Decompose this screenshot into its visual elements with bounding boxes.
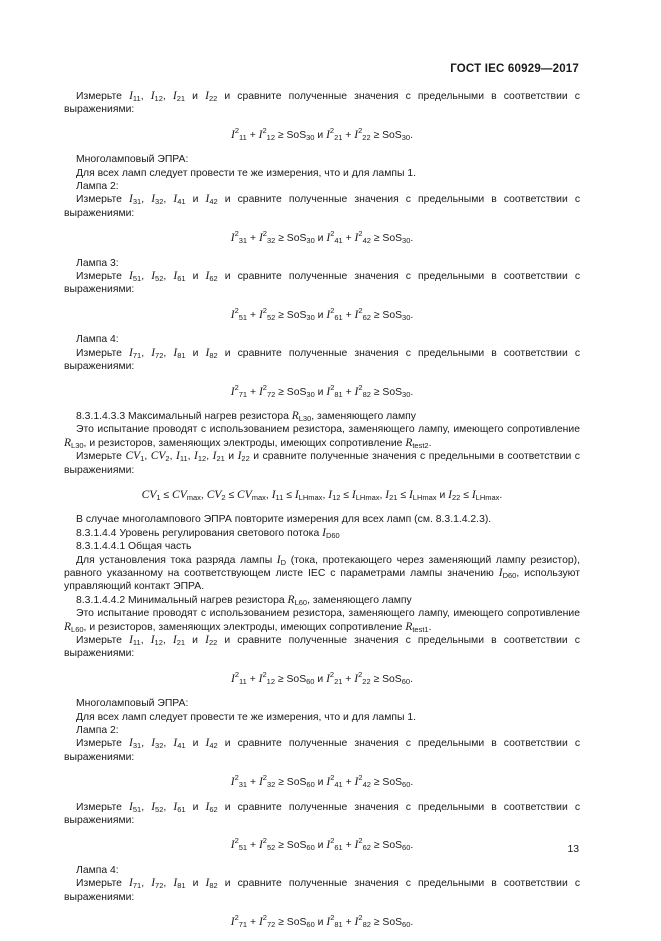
paragraph: Лампа 2:: [76, 181, 119, 193]
paragraph: 8.3.1.4.3.3 Максимальный нагрев резистора $R_{L30}$, заменяющего лампу: [76, 409, 416, 423]
paragraph: Для установления тока разряда лампы $I_D$ (тока, протекающего через заменяющий лампу резистор), равного указанному на соответствующем листе IEC с параметрами лампы значению $I_{D60}$, используют управляющий контакт ЭПРА.: [64, 553, 580, 593]
formula: $I^2_{11} + I^2_{12} \ge SoS_{60}$ и $I^2_{21} + I^2_{22} \ge SoS_{60}$.: [231, 669, 413, 686]
paragraph: Измерьте $I_{51}$, $I_{52}$, $I_{61}$ и $I_{62}$ и сравните полученные значения с предельными в соответствии с выражениями:: [64, 800, 581, 827]
formula: $I^2_{31} + I^2_{32} \ge SoS_{30}$ и $I^2_{41} + I^2_{42} \ge SoS_{30}$.: [230, 229, 414, 246]
paragraph: Для всех ламп следует провести те же измерения, что и для лампы 1.: [76, 167, 416, 179]
paragraph: Многоламповый ЭПРА:: [76, 698, 189, 710]
paragraph: Измерьте $I_{31}$, $I_{32}$, $I_{41}$ и $I_{42}$ и сравните полученные значения с предельными в соответствии с выражениями:: [64, 193, 581, 219]
paragraph: Измерьте $I_{71}$, $I_{72}$, $I_{81}$ и $I_{82}$ и сравните полученные значения с предельными в соответствии с выражениями:: [64, 877, 581, 903]
paragraph: 8.3.1.4.4 Уровень регулирования светового потока $I_{D60}$: [76, 526, 340, 540]
formula: $I^2_{51} + I^2_{52} \ge SoS_{30}$ и $I^2_{61} + I^2_{62} \ge SoS_{30}$.: [230, 305, 414, 322]
formula: $I^2_{51} + I^2_{52} \ge SoS_{60}$ и $I^2_{61} + I^2_{62} \ge SoS_{60}$.: [230, 836, 414, 853]
paragraph: Измерьте $I_{31}$, $I_{32}$, $I_{41}$ и $I_{42}$ и сравните полученные значения с предельными в соответствии с выражениями:: [64, 737, 581, 763]
page-body: [64, 90, 580, 941]
paragraph: Измерьте $I_{51}$, $I_{52}$, $I_{61}$ и $I_{62}$ и сравните полученные значения с предельными в соответствии с выражениями:: [64, 270, 581, 296]
paragraph: Лампа 4:: [76, 334, 119, 346]
document-header: ГОСТ IEC 60929—2017: [450, 63, 579, 75]
formula: $I^2_{71} + I^2_{72} \ge SoS_{30}$ и $I^2_{81} + I^2_{82} \ge SoS_{30}$.: [230, 382, 414, 399]
paragraph: Лампа 4:: [76, 864, 119, 876]
paragraph: Лампа 3:: [76, 257, 119, 269]
formula: $I^2_{71} + I^2_{72} \ge SoS_{60}$ и $I^2_{81} + I^2_{82} \ge SoS_{60}$.: [230, 913, 414, 930]
paragraph: Многоламповый ЭПРА:: [76, 154, 189, 166]
paragraph: Измерьте $I_{11}$, $I_{12}$, $I_{21}$ и $I_{22}$ и сравните полученные значения с предельными в соответствии с выражениями:: [64, 634, 580, 660]
paragraph: Измерьте $CV_1$, $CV_2$, $I_{11}$, $I_{12}$, $I_{21}$ и $I_{22}$ и сравните полученные значения с предельными в соответствии с выражениями:: [64, 450, 580, 476]
paragraph: Измерьте $I_{11}$, $I_{12}$, $I_{21}$ и $I_{22}$ и сравните полученные значения с предельными в соответствии с выражениями:: [64, 90, 580, 116]
paragraph: Это испытание проводят с использованием резистора, заменяющего лампу, имеющего сопротивление $R_{L60}$, и резисторов, заменяющих электроды, имеющих сопротивление $R_{test1}$.: [64, 608, 580, 634]
paragraph: В случае многолампового ЭПРА повторите измерения для всех ламп (см. 8.3.1.4.2.3).: [76, 514, 492, 526]
paragraph: Измерьте $I_{71}$, $I_{72}$, $I_{81}$ и $I_{82}$ и сравните полученные значения с предельными в соответствии с выражениями:: [64, 346, 581, 373]
formula: $I^2_{31} + I^2_{32} \ge SoS_{60}$ и $I^2_{41} + I^2_{42} \ge SoS_{60}$.: [230, 773, 414, 790]
paragraph: 8.3.1.4.4.2 Минимальный нагрев резистора $R_{L60}$, заменяющего лампу: [76, 593, 412, 607]
formula: $CV_1 \le CV_{max}$, $CV_2 \le CV_{max}$, $I_{11} \le I_{LHmax}$, $I_{12} \le I_{LHmax}$, $I_{21} \le I_{LHmax}$ и $I_{22} \le I_{LHmax}$.: [141, 488, 503, 502]
page-number: 13: [567, 844, 579, 855]
paragraph: Для всех ламп следует провести те же измерения, что и для лампы 1.: [76, 711, 416, 723]
paragraph: Это испытание проводят с использованием резистора, заменяющего лампу, имеющего сопротивление $R_{L30}$, и резисторов, заменяющих электроды, имеющих сопротивление $R_{test2}$.: [64, 424, 580, 450]
formula: $I^2_{11} + I^2_{12} \ge SoS_{30}$ и $I^2_{21} + I^2_{22} \ge SoS_{30}$.: [231, 125, 413, 142]
paragraph: Лампа 2:: [76, 725, 119, 737]
paragraph: 8.3.1.4.4.1 Общая часть: [76, 541, 192, 553]
